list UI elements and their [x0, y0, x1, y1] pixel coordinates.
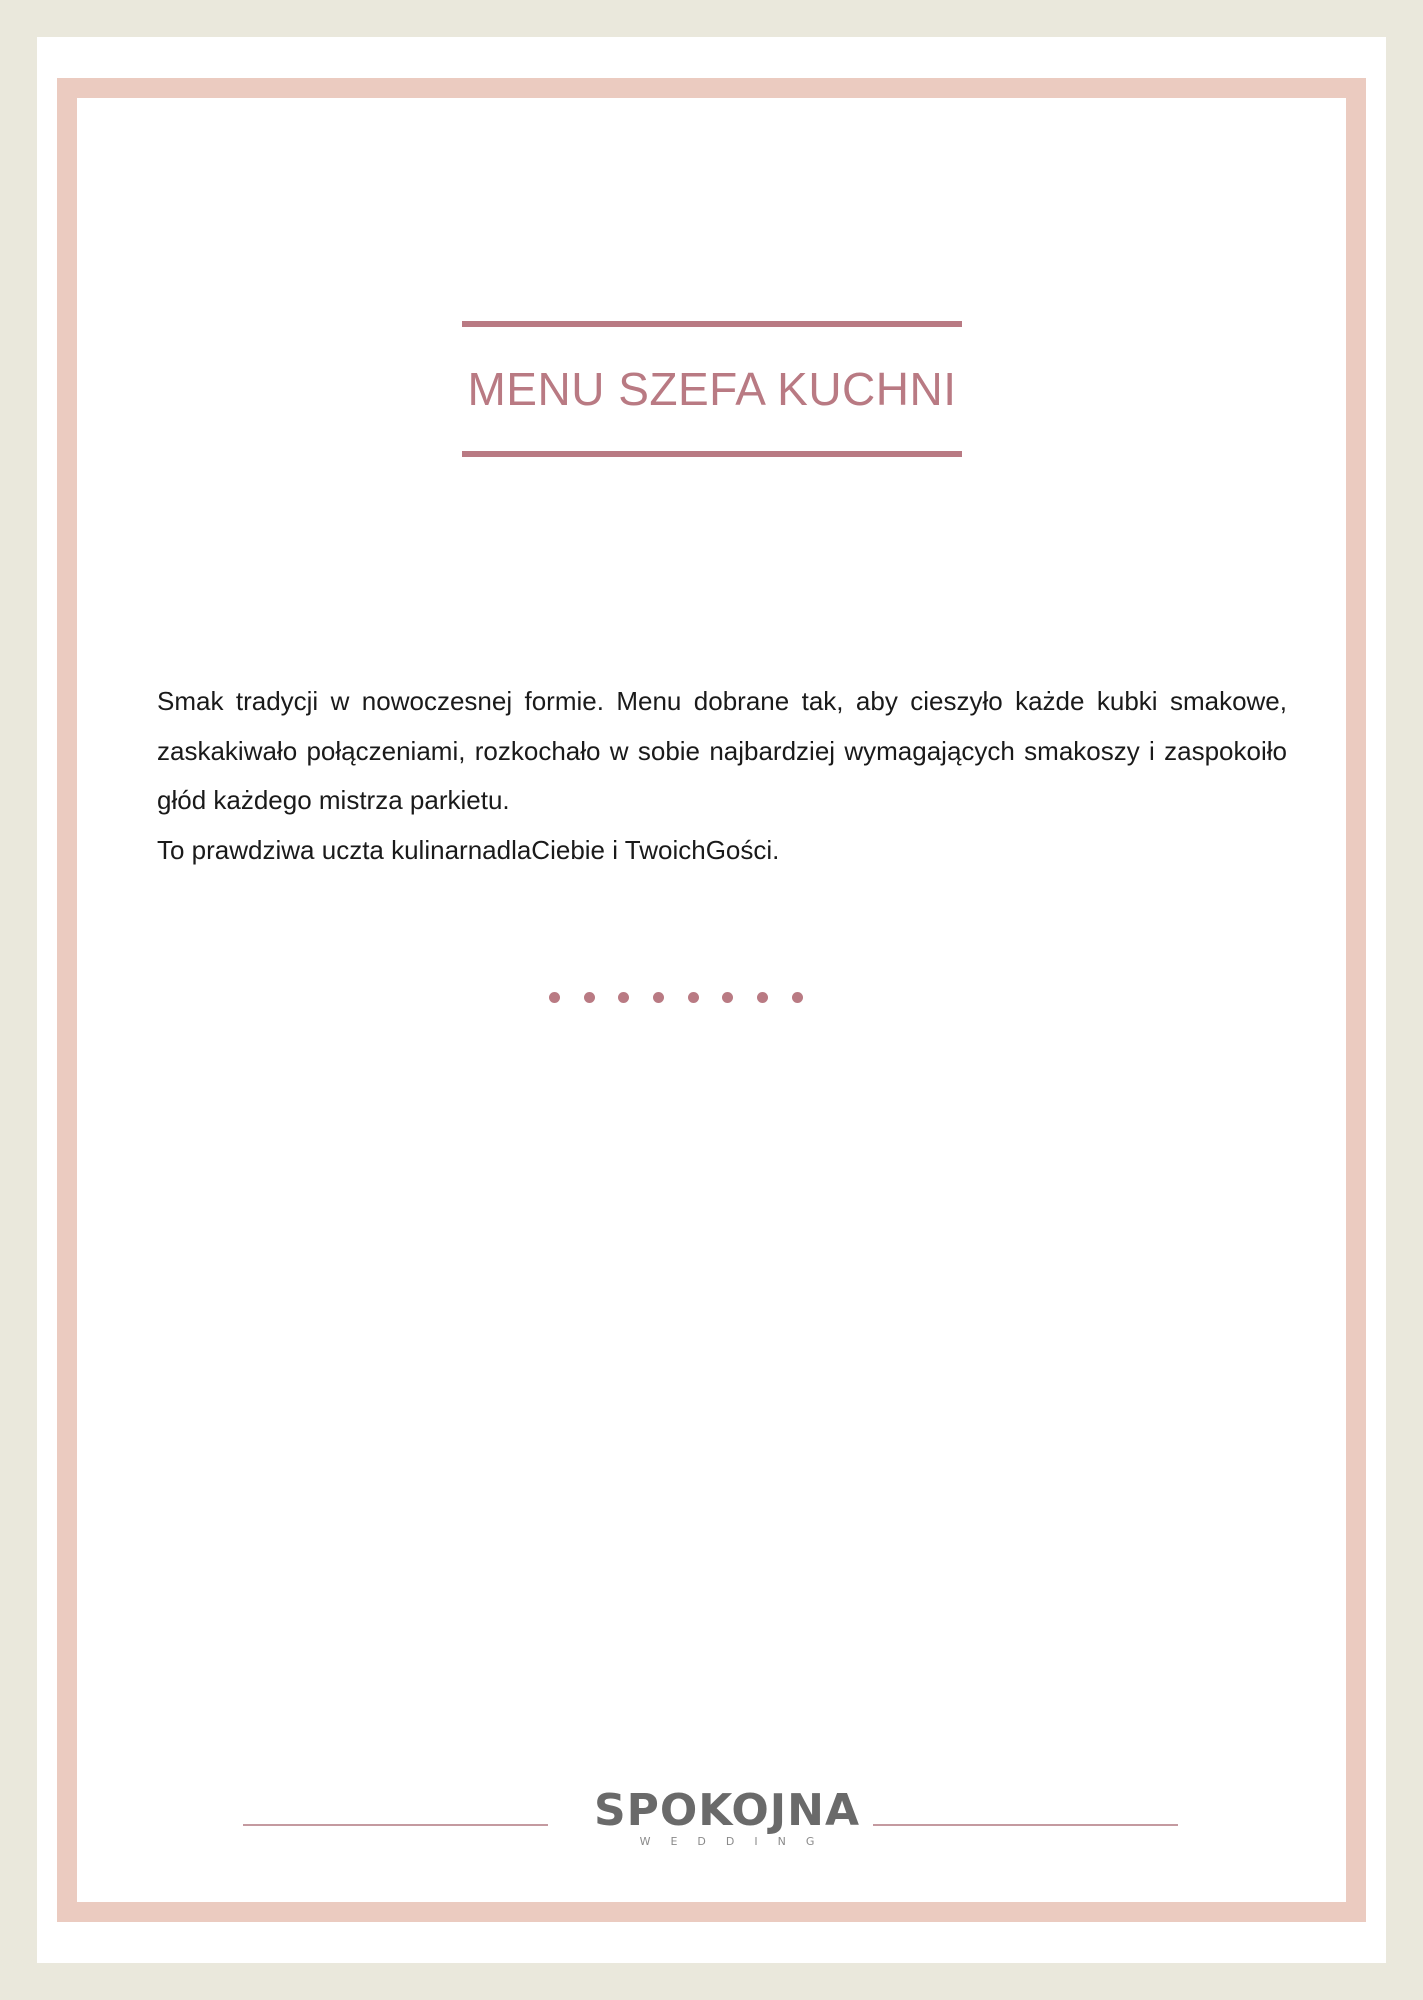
page-title: MENU SZEFA KUCHNI	[467, 363, 957, 415]
intro-paragraph: Smak tradycji w nowoczesnej formie. Menu dobrane tak, aby cieszyło każde kubki smakowe, zaskakiwało połączeniami, rozkochało w sobie najbardziej wymagających smakoszy i zaspokoiło głód każdego mistrza parkietu.	[157, 686, 1287, 815]
logo-wordmark: SPOKOJNA	[593, 1785, 861, 1836]
divider-dot	[722, 992, 733, 1003]
divider-dot	[792, 992, 803, 1003]
footer-rule-right	[873, 1824, 1178, 1826]
divider-dot	[549, 992, 560, 1003]
intro-section	[157, 677, 1287, 875]
brand-logo	[585, 1787, 869, 1857]
divider-dot	[584, 992, 595, 1003]
divider-dot	[757, 992, 768, 1003]
footer-rule-left	[243, 1824, 548, 1826]
page-sheet	[37, 37, 1386, 1963]
divider-dot	[618, 992, 629, 1003]
closing-line: To prawdziwa uczta kulinarnadlaCiebie i TwoichGości.	[157, 834, 780, 865]
logo-tagline: WEDDING	[639, 1835, 835, 1848]
divider-dot	[653, 992, 664, 1003]
title-rule-bottom	[462, 451, 962, 457]
title-rule-top	[462, 321, 962, 327]
dot-divider	[549, 992, 803, 1003]
divider-dot	[688, 992, 699, 1003]
